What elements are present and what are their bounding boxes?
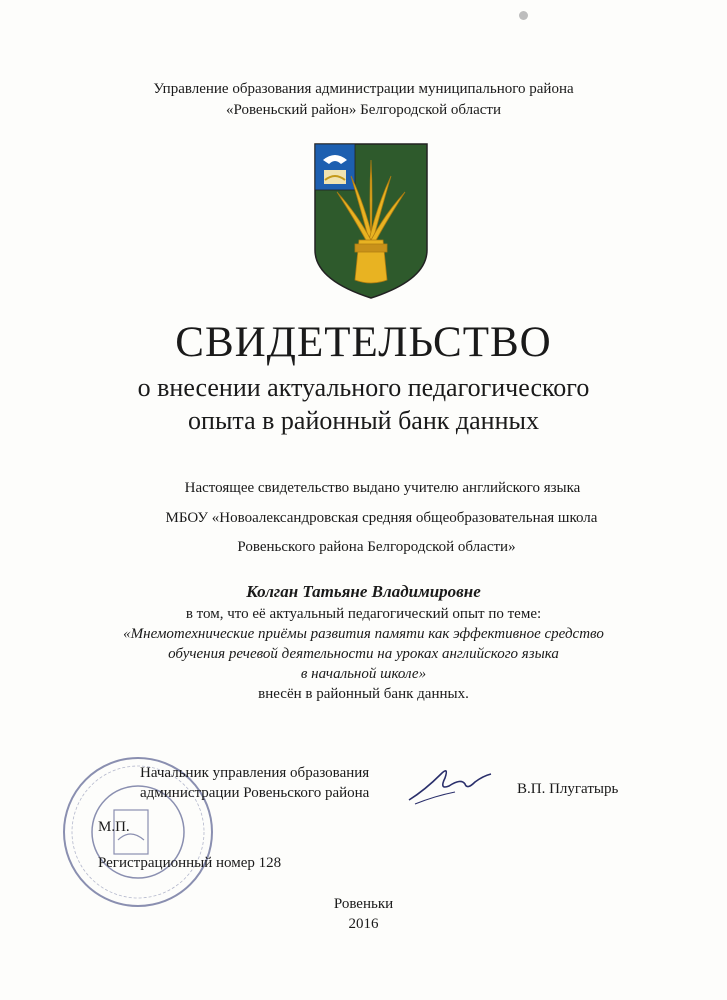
body-final-line: внесён в районный банк данных.: [258, 686, 469, 702]
stamp-place-label: М.П.: [98, 819, 130, 835]
place: Ровеньки: [333, 896, 394, 912]
certificate-body: [0, 604, 727, 704]
body-line-1: в том, что её актуальный педагогический опыт по теме:: [185, 606, 542, 622]
issuer-line-1: Управление образования администрации муниципального района: [153, 81, 574, 97]
position-line-1: Начальник управления образования: [140, 765, 370, 781]
place-and-year: [0, 894, 727, 934]
registration-number: Регистрационный номер 128: [98, 855, 282, 871]
recipient-name: Колган Татьяне Владимировне: [246, 582, 481, 601]
issuer-line-2: «Ровеньский район» Белгородской области: [225, 102, 502, 118]
issued-line-1: Настоящее свидетельство выдано учителю английского языка: [184, 480, 581, 496]
topic-line-1: «Мнемотехнические приёмы развития памяти как эффективное средство: [123, 626, 604, 642]
certificate-title: СВИДЕТЕЛЬСТВО: [175, 319, 552, 366]
issuer-header: [0, 79, 727, 121]
subtitle-line-2: опыта в районный банк данных: [188, 406, 539, 435]
issued-line-2: МБОУ «Новоалександровская средняя общеобразовательная школа: [165, 510, 598, 526]
signatory-position: [140, 763, 369, 803]
topic-line-2: обучения речевой деятельности на уроках английского языка: [168, 646, 559, 662]
district-coat-of-arms-icon: [311, 140, 431, 302]
issued-line-3: Ровеньского района Белгородской области»: [237, 539, 516, 555]
signatory-name: В.П. Плугатырь: [517, 781, 619, 797]
scan-mark: [519, 11, 528, 20]
position-line-2: администрации Ровеньского района: [140, 785, 370, 801]
handwritten-signature: [405, 760, 495, 808]
subtitle-line-1: о внесении актуального педагогического: [137, 373, 590, 402]
topic-line-3: в начальной школе»: [300, 666, 427, 682]
year: 2016: [348, 916, 379, 932]
certificate-subtitle: [0, 371, 727, 437]
